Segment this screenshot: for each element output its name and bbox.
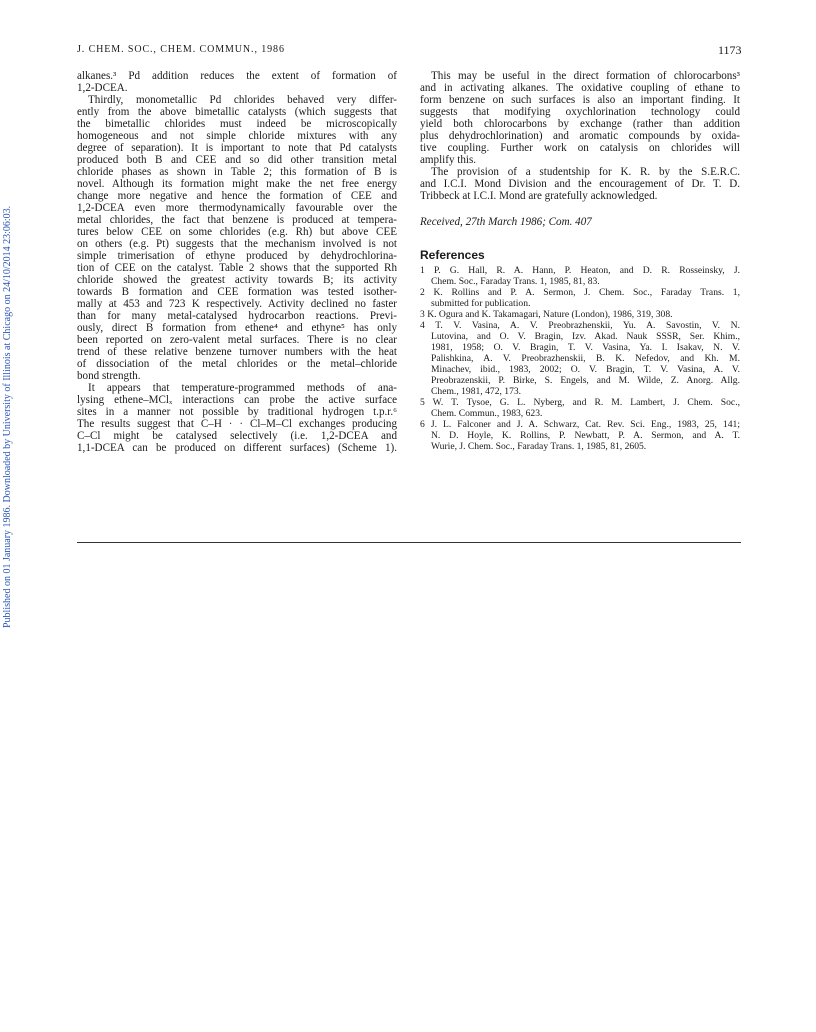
reference-line: 2 K. Rollins and P. A. Sermon, J. Chem. Soc., Faraday Trans. 1, — [420, 287, 740, 298]
left-column-line: degree of separation). It is important to note that Pd catalysts — [77, 142, 397, 154]
right-column-line: plus dehydrochlorination) and aromatic compounds by oxida- — [420, 130, 740, 142]
left-column-line: novel. Although its formation might make the net free energy — [77, 178, 397, 190]
right-column-line: form benzene on such surfaces is also an important finding. It — [420, 94, 740, 106]
left-column-line: mally at 453 and 723 K respectively. Activity declined no faster — [77, 298, 397, 310]
left-column-line: It appears that temperature-programmed methods of ana- — [88, 382, 397, 394]
reference-line: 4 T. V. Vasina, A. V. Preobrazhenskii, Yu. A. Savostin, V. N. — [420, 320, 740, 331]
right-column-line: suggests that modifying oxychlorination technology could — [420, 106, 740, 118]
left-column-text — [77, 70, 397, 454]
reference-line: 5 W. T. Tysoe, G. L. Nyberg, and R. M. Lambert, J. Chem. Soc., — [420, 397, 740, 408]
left-column-line: ously, direct B formation from ethene⁴ and ethyne⁵ has only — [77, 322, 397, 334]
right-column-line: tive coupling. Further work on catalysis on chlorides will — [420, 142, 740, 154]
left-column-line: ently from the above bimetallic catalysts (which suggests that — [77, 106, 397, 118]
reference-line: Preobrazenskii, P. Birke, S. Engels, and M. Wilde, Z. Anorg. Allg. — [431, 375, 740, 386]
left-column-line: of dissociation of the metal chlorides or the metal–chloride — [77, 358, 397, 370]
reference-line: Palishkina, A. V. Preobrazhenskii, B. K. Nefedov, and Kh. M. — [431, 353, 740, 364]
left-column-line: C–Cl might be catalysed selectively (i.e. 1,2-DCEA and — [77, 430, 397, 442]
page-number: 1173 — [718, 43, 742, 57]
download-watermark: Published on 01 January 1986. Downloaded by University of Illinois at Chicago on 24/10/2014 23:06:03. — [2, 205, 13, 628]
left-column-line: on others (e.g. Pt) suggests that the mechanism involved is not — [77, 238, 397, 250]
left-column-line: been reported on zero-valent metal surfaces. There is no clear — [77, 334, 397, 346]
right-column-line: This may be useful in the direct formation of chlorocarbons³ — [431, 70, 740, 82]
references-heading: References — [420, 248, 485, 262]
left-column-line: than for many metal-catalysed hydrocarbon reactions. Previ- — [77, 310, 397, 322]
reference-line: Minachev, ibid., 1983, 2002; O. V. Bragin, T. V. Vasina, A. V. — [431, 364, 740, 375]
right-column-line: amplify this. — [420, 154, 477, 166]
reference-line: Wurie, J. Chem. Soc., Faraday Trans. 1, 1985, 81, 2605. — [431, 441, 647, 452]
running-header: J. CHEM. SOC., CHEM. COMMUN., 1986 — [77, 44, 285, 55]
left-column-line: chloride phases as shown in Table 2; this formation of B is — [77, 166, 397, 178]
reference-line: Chem. Commun., 1983, 623. — [431, 408, 543, 419]
reference-line: Chem. Soc., Faraday Trans. 1, 1985, 81, 83. — [431, 276, 600, 287]
left-column — [77, 70, 397, 454]
left-column-line: bond strength. — [77, 370, 141, 382]
reference-line: 1 P. G. Hall, R. A. Hann, P. Heaton, and D. R. Rosseinsky, J. — [420, 265, 740, 276]
right-column — [420, 70, 740, 452]
right-column-line: The provision of a studentship for K. R. by the S.E.R.C. — [431, 166, 740, 178]
left-column-line: produced both B and CEE and so did other transition metal — [77, 154, 397, 166]
left-column-line: metal chlorides, the fact that benzene is produced at tempera- — [77, 214, 397, 226]
left-column-line: sites in a manner not possible by traditional hydrogen t.p.r.⁶ — [77, 406, 397, 418]
reference-line: 3 K. Ogura and K. Takamagari, Nature (London), 1986, 319, 308. — [420, 309, 673, 320]
reference-line: submitted for publication. — [431, 298, 531, 309]
reference-line: Chem., 1981, 472, 173. — [431, 386, 522, 397]
left-column-line: trend of these relative benzene turnover numbers with the heat — [77, 346, 397, 358]
left-column-line: 1,2-DCEA even more thermodynamically favourable over the — [77, 202, 397, 214]
right-column-line: and in activating alkanes. The oxidative coupling of ethane to — [420, 82, 740, 94]
left-column-line: Thirdly, monometallic Pd chlorides behaved very differ- — [88, 94, 397, 106]
received-date: Received, 27th March 1986; Com. 407 — [420, 216, 592, 228]
reference-line: 6 J. L. Falconer and J. A. Schwarz, Cat. Rev. Sci. Eng., 1983, 25, 141; — [420, 419, 740, 430]
left-column-line: chloride showed the greatest activity towards B; its activity — [77, 274, 397, 286]
reference-list — [420, 265, 740, 452]
left-column-line: the bimetallic chlorides must indeed be microscopically — [77, 118, 397, 130]
reference-line: N. D. Hoyle, K. Rollins, P. Newbatt, P. A. Sermon, and A. T. — [431, 430, 740, 441]
left-column-line: tures below CEE on some chlorides (e.g. Rh) but above CEE — [77, 226, 397, 238]
reference-line: 1981, 1958; O. V. Bragin, T. V. Vasina, Ya. I. Isakav, N. V. — [431, 342, 740, 353]
right-column-text — [420, 70, 740, 202]
reference-line: Lutovina, and O. V. Bragin, Izv. Akad. Nauk SSSR, Ser. Khim., — [431, 331, 740, 342]
bottom-rule — [77, 542, 741, 543]
left-column-line: tion of CEE on the catalyst. Table 2 shows that the supported Rh — [77, 262, 397, 274]
left-column-line: alkanes.³ Pd addition reduces the extent of formation of — [77, 70, 397, 82]
left-column-line: homogeneous and not simple chloride mixtures with any — [77, 130, 397, 142]
left-column-line: 1,1-DCEA can be produced on different surfaces) (Scheme 1). — [77, 442, 397, 454]
left-column-line: The results suggest that C–H · · Cl–M–Cl exchanges producing — [77, 418, 397, 430]
left-column-line: lysing ethene–MClₓ interactions can probe the active surface — [77, 394, 397, 406]
left-column-line: change more negative and hence the formation of CEE and — [77, 190, 397, 202]
left-column-line: towards B formation and CEE formation was tested isother- — [77, 286, 397, 298]
right-column-line: Tribbeck at I.C.I. Mond are gratefully acknowledged. — [420, 190, 658, 202]
right-column-line: yield both chlorocarbons by exchange (rather than addition — [420, 118, 740, 130]
left-column-line: simple trimerisation of ethyne produced by dehydrochlorina- — [77, 250, 397, 262]
left-column-line: 1,2-DCEA. — [77, 82, 128, 94]
right-column-line: and I.C.I. Mond Division and the encouragement of Dr. T. D. — [420, 178, 740, 190]
